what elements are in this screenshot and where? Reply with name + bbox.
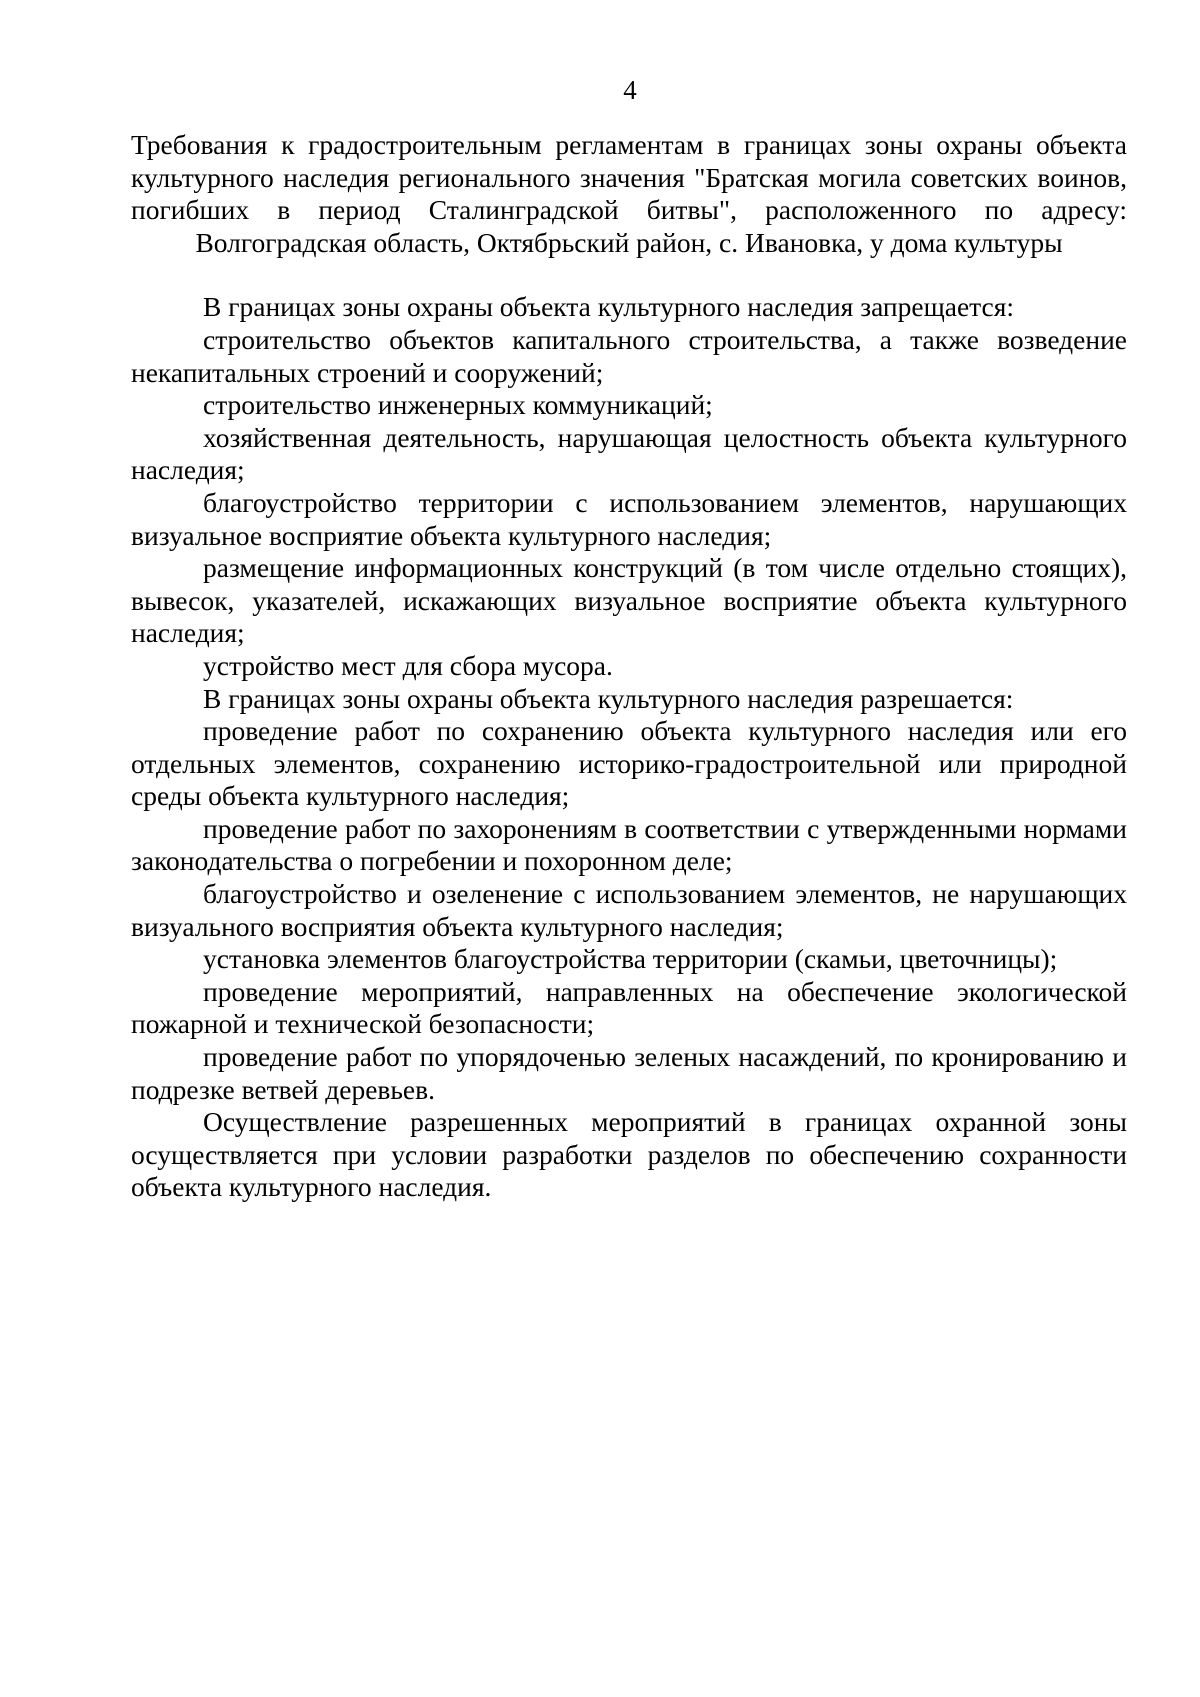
paragraph-prohibited-item-6: устройство мест для сбора мусора.	[203, 649, 613, 681]
paragraph-allowed-item-4: установка элементов благоустройства территории (скамьи, цветочницы);	[203, 943, 1058, 975]
document-heading: Требования к градостроительным регламентам в границах зоны охраны объекта культурного наследия регионального значения "Братская могила советских воинов, погибших в период Сталинградской битвы", расположенного по адресу: Волгоградская область, Октябрьский район, с. Ивановка, у дома культуры	[131, 129, 1127, 258]
paragraph-prohibited-item-1: строительство объектов капитального строительства, а также возведение некапитальных строений и сооружений;	[131, 323, 1127, 388]
document-body	[131, 129, 1127, 1204]
paragraph-prohibited-item-4: благоустройство территории с использованием элементов, нарушающих визуальное восприятие объекта культурного наследия;	[131, 486, 1127, 551]
page-number: 4	[623, 75, 637, 105]
paragraph-allowed-item-3: благоустройство и озеленение с использованием элементов, не нарушающих визуального восприятия объекта культурного наследия;	[131, 878, 1127, 942]
paragraph-allowed-item-5: проведение мероприятий, направленных на обеспечение экологической пожарной и технической безопасности;	[131, 975, 1127, 1040]
paragraph-allowed-intro: В границах зоны охраны объекта культурного наследия разрешается:	[203, 682, 1014, 714]
paragraph-allowed-item-2: проведение работ по захоронениям в соответствии с утвержденными нормами законодательства о погребении и похоронном деле;	[131, 812, 1127, 877]
paragraph-allowed-item-1: проведение работ по сохранению объекта культурного наследия или его отдельных элементов, сохранению историко-градостроительной или природной среды объекта культурного наследия;	[131, 715, 1127, 812]
paragraph-prohibited-item-5: размещение информационных конструкций (в том числе отдельно стоящих), вывесок, указателей, искажающих визуальное восприятие объекта культурного наследия;	[131, 552, 1127, 649]
paragraph-prohibited-item-3: хозяйственная деятельность, нарушающая целостность объекта культурного наследия;	[131, 421, 1127, 486]
paragraph-prohibited-intro: В границах зоны охраны объекта культурного наследия запрещается:	[203, 291, 1015, 323]
paragraph-conclusion: Осуществление разрешенных мероприятий в границах охранной зоны осуществляется при условии разработки разделов по обеспечению сохранности объекта культурного наследия.	[131, 1106, 1127, 1203]
paragraph-allowed-item-6: проведение работ по упорядоченью зеленых насаждений, по кронированию и подрезке ветвей деревьев.	[131, 1041, 1127, 1105]
paragraph-prohibited-item-2: строительство инженерных коммуникаций;	[203, 389, 713, 421]
